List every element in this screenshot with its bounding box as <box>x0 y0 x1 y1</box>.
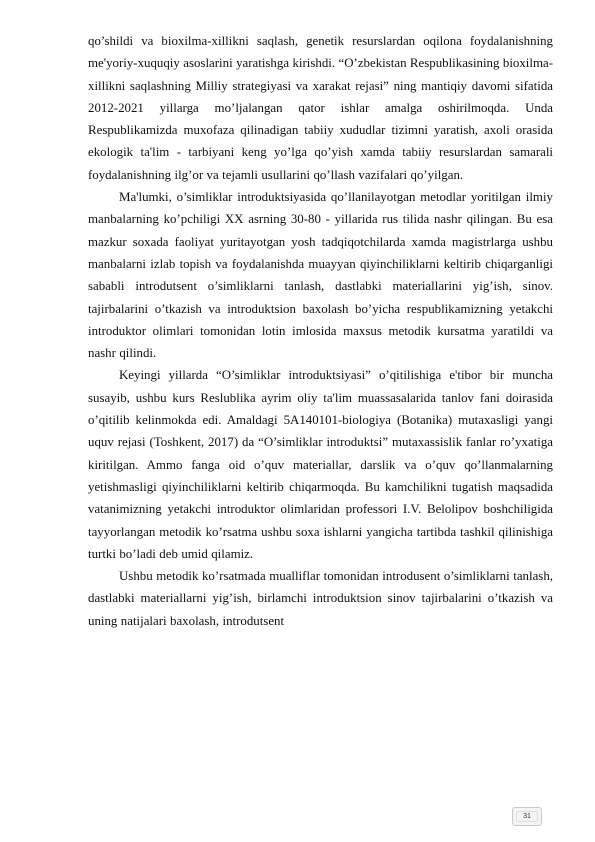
paragraph-guideline-content: Ushbu metodik ko’rsatmada mualliflar tomonidan introdusent o’simliklarni tanlash, dastlabki materiallarni yig’ish, birlamchi introduktsion sinov tajirbalarini o’tkazish va uning natijalari baxolash, introdutsent <box>88 569 553 628</box>
paragraph-course-status: Keyingi yillarda “O’simliklar introduktsiyasi” o’qitilishiga e'tibor bir muncha susayib, ushbu kurs Reslublika ayrim oliy ta'lim muassasalarida tanlov fani doirasida o’qitilib kelinmokda edi. Amaldagi 5A140101-biologiya (Botanika) mutaxasligi yangi uquv rejasi (Toshkent, 2017) da “O’simliklar introduktsi” mutaxassislik fanlar ro’yxatiga kiritilgan. Ammo fanga oid o’quv materiallar, darslik va o’quv qo’llanmalarning yetishmasligi qiyinchiliklarni keltirib chiqarmoqda. Bu kamchilikni tugatish maqsadida vatanimizning yetakchi introduktor olimlaridan professori I.V. Belolipov boshchiligida tayyorlangan metodik ko’rsatma ushbu soxa ishlarni yangicha tartibda tashkil qilinishiga turtki bo’ladi deb umid qilamiz. <box>88 368 553 561</box>
page-number-badge <box>512 807 542 826</box>
page-number: 31 <box>523 813 531 820</box>
paragraph-introduction-methods: Ma'lumki, o’simliklar introduktsiyasida qo’llanilayotgan metodlar yoritilgan ilmiy manbalarning ko’pchiligi XX asrning 30-80 - yillarida rus tilida nashr qilingan. Bu esa mazkur soxada faoliyat yuritayotgan yosh tadqiqotchilarda xamda magistrlarga ushbu manbalarni izlab topish va foydalanishda muayyan qiyinchiliklarni keltirib chiqarganligi sababli introdutsent o’simliklarni tanlash, dastlabki materiallarini yig’ish, sinov. tajirbalarini o’tkazish va introduktsion baxolash bo’yicha respublikamizning yetakchi introduktor olimlari tomonidan lotin imlosida maxsus metodik kursatma yaratildi va nashr qilindi. <box>88 190 553 361</box>
document-body <box>88 30 553 632</box>
paragraph-continuation: qo’shildi va bioxilma-xillikni saqlash, genetik resurslardan oqilona foydalanishning me'yoriy-xuquqiy asoslarini yaratishga kirishdi. “O’zbekistan Respublikasining bioxilma-xillikni saqlashning Milliy strategiyasi va xarakat rejasi” ning mantiqiy davomi sifatida 2012-2021 yillarga mo’ljalangan qator ishlar amalga oshirilmoqda. Unda Respublikamizda muxofaza qilinadigan tabiiy xududlar tizimni yaratish, axoli orasida ekologik ta'lim - tarbiyani keng yo’lga qo’yish xamda tabiiy resurslardan samarali foydalanishning ilg’or va tejamli usullarini qo’llash vazifalari qo’yilgan. <box>88 34 553 182</box>
